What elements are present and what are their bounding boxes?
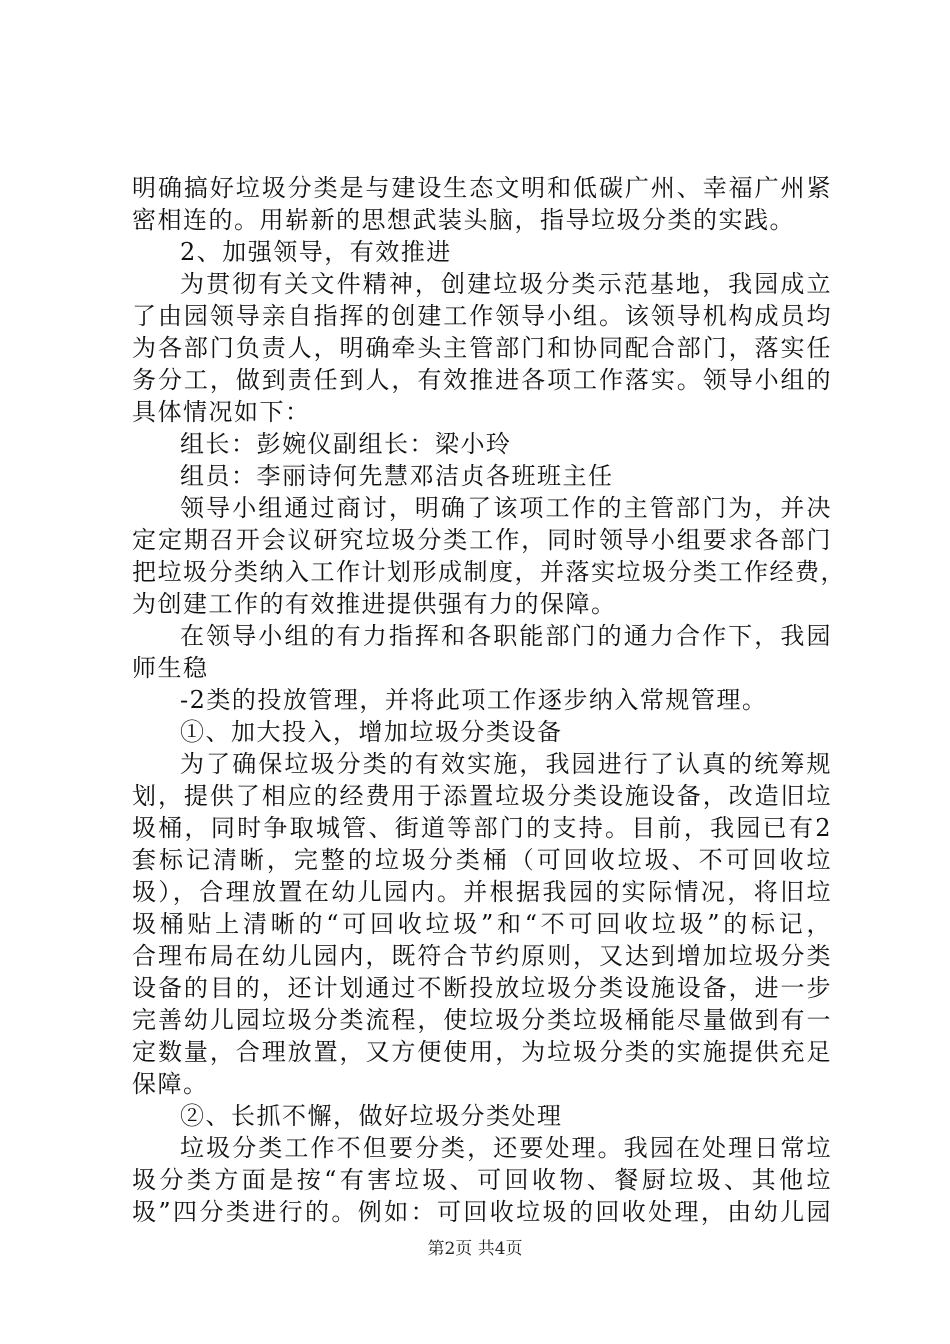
body-line: 保障。 bbox=[132, 1070, 209, 1098]
body-line: 圾桶，同时争取城管、街道等部门的支持。目前，我园已有2 bbox=[132, 814, 832, 842]
body-line: 定定期召开会议研究垃圾分类工作，同时领导小组要求各部门 bbox=[132, 526, 832, 554]
body-line: 为各部门负责人，明确牵头主管部门和协同配合部门，落实任 bbox=[132, 334, 832, 362]
body-line: 为了确保垃圾分类的有效实施，我园进行了认真的统筹规 bbox=[180, 750, 832, 778]
body-line: 务分工，做到责任到人，有效推进各项工作落实。领导小组的 bbox=[132, 366, 832, 394]
body-line: 组员：李丽诗何先慧邓洁贞各班班主任 bbox=[180, 462, 614, 490]
page-number-footer: 第2页 共4页 bbox=[427, 1239, 523, 1259]
body-line: 了由园领导亲自指挥的创建工作领导小组。该领导机构成员均 bbox=[132, 302, 832, 330]
body-line: 圾桶贴上清晰的“可回收垃圾”和“不可回收垃圾”的标记， bbox=[132, 910, 832, 938]
body-line: 组长：彭婉仪副组长：梁小玲 bbox=[180, 430, 512, 458]
body-line: 密相连的。用崭新的思想武装头脑，指导垃圾分类的实践。 bbox=[132, 206, 795, 234]
section-heading: 2、加强领导，有效推进 bbox=[180, 238, 452, 266]
body-line: 圾分类方面是按“有害垃圾、可回收物、餐厨垃圾、其他垃 bbox=[132, 1166, 832, 1194]
body-line: -2类的投放管理，并将此项工作逐步纳入常规管理。 bbox=[180, 686, 768, 714]
body-line: 划，提供了相应的经费用于添置垃圾分类设施设备，改造旧垃 bbox=[132, 782, 832, 810]
body-line: 把垃圾分类纳入工作计划形成制度，并落实垃圾分类工作经费， bbox=[132, 558, 846, 586]
body-line: 为贯彻有关文件精神，创建垃圾分类示范基地，我园成立 bbox=[180, 270, 832, 298]
body-line: 圾），合理放置在幼儿园内。并根据我园的实际情况，将旧垃 bbox=[132, 878, 832, 906]
body-line: 合理布局在幼儿园内，既符合节约原则，又达到增加垃圾分类 bbox=[132, 942, 832, 970]
body-line: 明确搞好垃圾分类是与建设生态文明和低碳广州、幸福广州紧 bbox=[132, 174, 832, 202]
body-line: 套标记清晰，完整的垃圾分类桶（可回收垃圾、不可回收垃 bbox=[132, 846, 832, 874]
body-line: 在领导小组的有力指挥和各职能部门的通力合作下，我园 bbox=[180, 622, 832, 650]
body-line: 设备的目的，还计划通过不断投放垃圾分类设施设备，进一步 bbox=[132, 974, 832, 1002]
body-line: 定数量，合理放置，又方便使用，为垃圾分类的实施提供充足 bbox=[132, 1038, 832, 1066]
body-line: 为创建工作的有效推进提供强有力的保障。 bbox=[132, 590, 617, 618]
body-line: 领导小组通过商讨，明确了该项工作的主管部门为，并决 bbox=[180, 494, 832, 522]
section-heading: ②、长抓不懈，做好垃圾分类处理 bbox=[180, 1102, 563, 1130]
document-body bbox=[132, 172, 846, 1228]
body-line: 完善幼儿园垃圾分类流程，使垃圾分类垃圾桶能尽量做到有一 bbox=[132, 1006, 832, 1034]
body-line: 具体情况如下： bbox=[132, 398, 311, 426]
body-line: 师生稳 bbox=[132, 654, 209, 682]
body-line: 垃圾分类工作不但要分类，还要处理。我园在处理日常垃 bbox=[180, 1134, 832, 1162]
section-heading: ①、加大投入，增加垃圾分类设备 bbox=[180, 718, 563, 746]
body-line: 圾”四分类进行的。例如：可回收垃圾的回收处理，由幼儿园 bbox=[132, 1198, 832, 1226]
